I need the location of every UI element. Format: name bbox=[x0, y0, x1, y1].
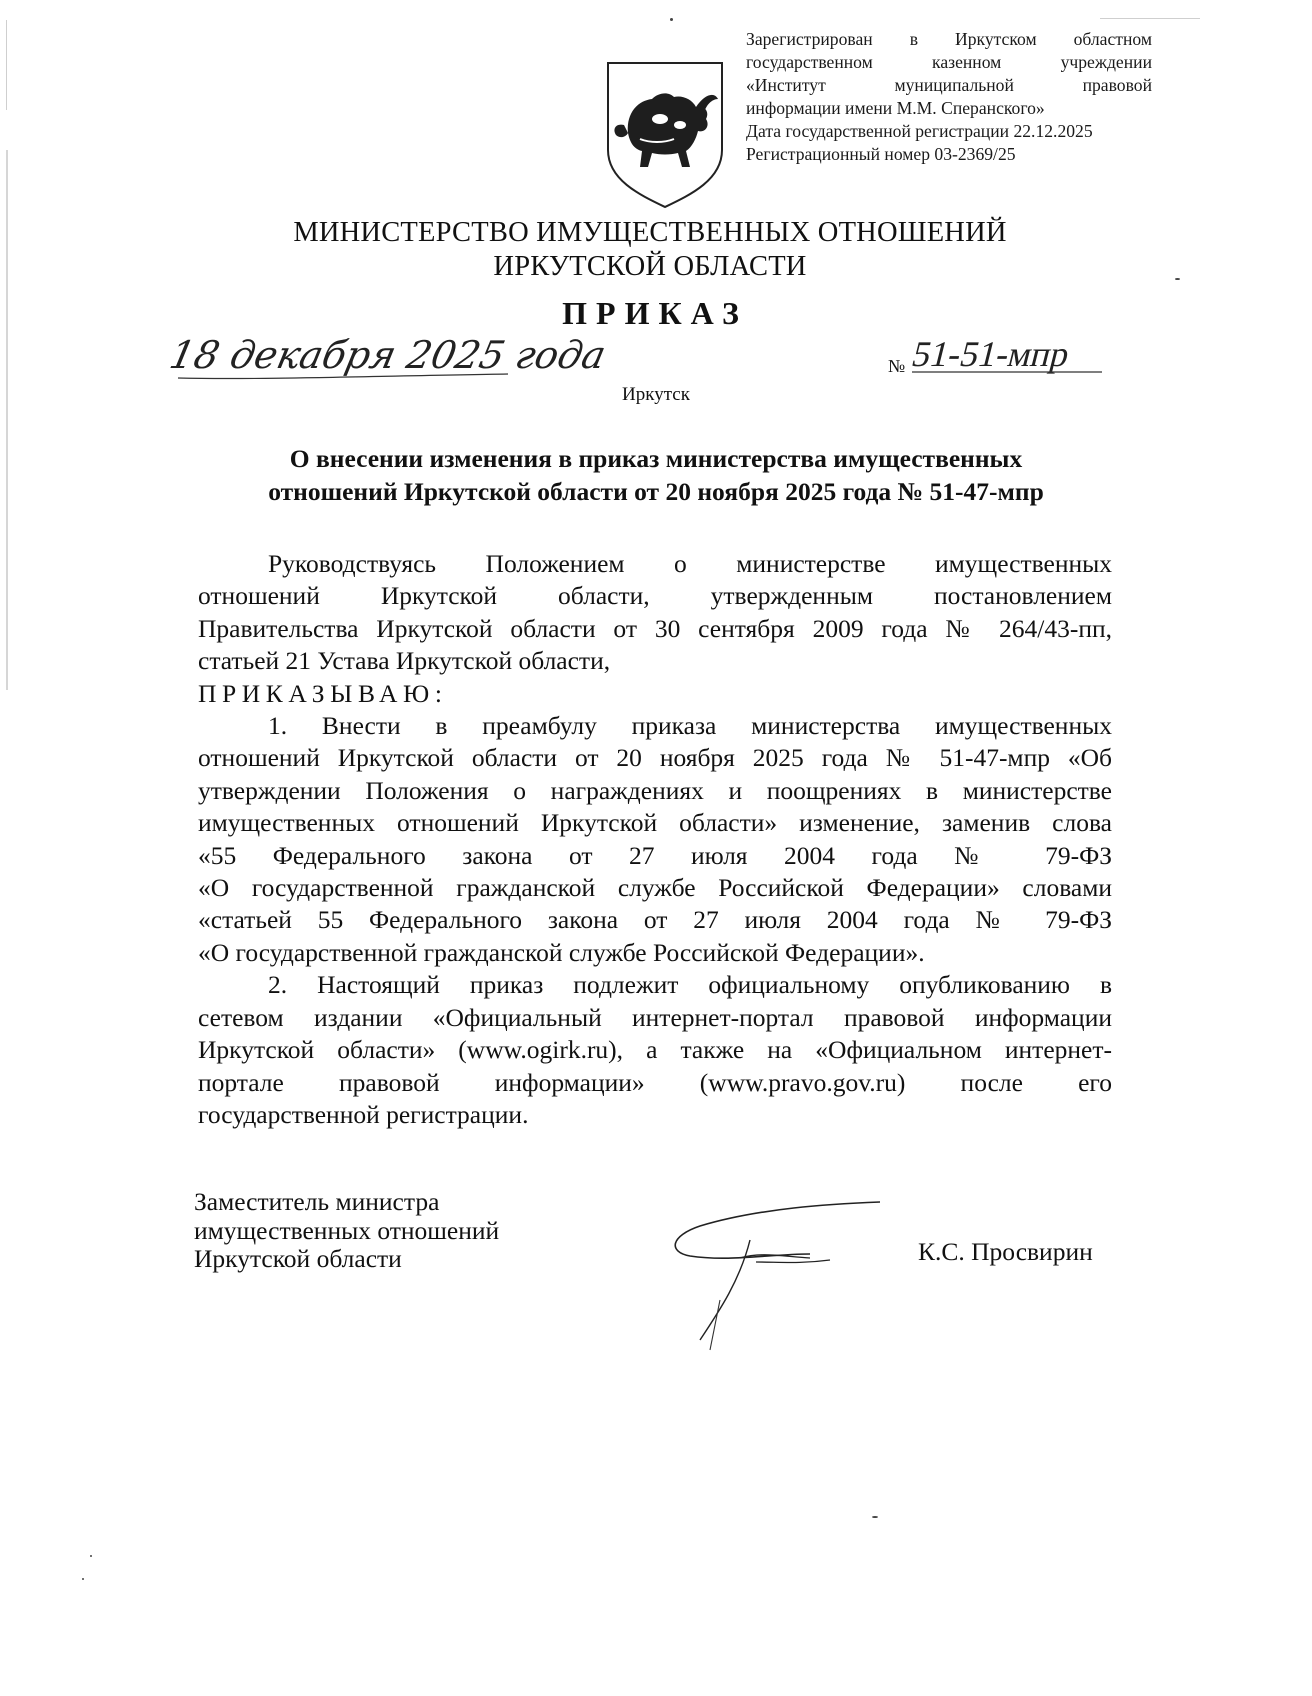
handwritten-date-text: 18 декабря 2025 года bbox=[165, 333, 610, 378]
decree-word: ПРИКАЗЫВАЮ: bbox=[198, 678, 448, 708]
body-line: «статьей 55 Федерального закона от 27 июля 2004 года № 79-ФЗ bbox=[198, 905, 1112, 935]
body-line: «О государственной гражданской службе Российской Федерации». bbox=[198, 937, 925, 967]
body-line: «55 Федерального закона от 27 июля 2004 года № 79-ФЗ bbox=[198, 840, 1112, 870]
signer-position bbox=[194, 1188, 499, 1274]
handwritten-signature-icon bbox=[660, 1190, 900, 1360]
irkutsk-coat-of-arms-icon bbox=[600, 55, 730, 210]
body-line: Иркутской области» (www.ogirk.ru), а также на «Официальном интернет- bbox=[198, 1035, 1112, 1065]
scan-edge-line bbox=[6, 20, 7, 110]
body-line: государственной регистрации. bbox=[198, 1099, 529, 1129]
signer-position-line: Иркутской области bbox=[194, 1244, 402, 1273]
scan-speck bbox=[670, 18, 673, 21]
body-line: имущественных отношений Иркутской области» изменение, заменив слова bbox=[198, 808, 1112, 838]
scan-edge-line bbox=[1100, 18, 1200, 19]
body-line: отношений Иркутской области, утвержденным постановлением bbox=[198, 581, 1112, 611]
item-1-paragraph bbox=[198, 710, 1112, 969]
body-line: портале правовой информации» (www.pravo.gov.ru) после его bbox=[198, 1067, 1112, 1097]
body-line: статьей 21 Устава Иркутской области, bbox=[198, 646, 611, 676]
signer-position-line: имущественных отношений bbox=[194, 1215, 500, 1245]
handwritten-number-text: 51-51-мпр bbox=[908, 333, 1075, 374]
scan-speck bbox=[82, 1578, 84, 1580]
subject-line: О внесении изменения в приказ министерства имущественных bbox=[289, 444, 1023, 473]
body-line: утверждении Положения о награждениях и поощрениях в министерстве bbox=[198, 775, 1112, 805]
signer-position-line: Заместитель министра bbox=[194, 1187, 440, 1216]
signer-name: К.С. Просвирин bbox=[918, 1237, 1093, 1266]
body-line: отношений Иркутской области от 20 ноября 2025 года № 51-47-мпр «Об bbox=[198, 743, 1112, 773]
order-body bbox=[198, 548, 1112, 1131]
city-label: Иркутск bbox=[622, 384, 690, 405]
item-2-paragraph bbox=[198, 969, 1112, 1131]
ministry-name-line1: МИНИСТЕРСТВО ИМУЩЕСТВЕННЫХ ОТНОШЕНИЙ bbox=[293, 217, 1007, 248]
registration-stamp bbox=[746, 28, 1152, 166]
body-line: Правительства Иркутской области от 30 сентября 2009 года № 264/43-пп, bbox=[198, 613, 1112, 643]
registration-line: государственном казенном учреждении bbox=[746, 52, 1152, 72]
order-subject bbox=[150, 442, 1162, 508]
body-line: Руководствуясь Положением о министерстве имущественных bbox=[268, 549, 1112, 578]
preamble-paragraph bbox=[198, 548, 1112, 678]
body-line: 2. Настоящий приказ подлежит официальному опубликованию в bbox=[268, 970, 1112, 1000]
scan-speck bbox=[90, 1555, 92, 1557]
document-type-title: ПРИКАЗ bbox=[562, 295, 748, 331]
body-line: «О государственной гражданской службе Российской Федерации» словами bbox=[198, 873, 1112, 903]
registration-line: Дата государственной регистрации 22.12.2025 bbox=[746, 121, 1093, 141]
registration-line: Регистрационный номер 03-2369/25 bbox=[746, 144, 1016, 164]
registration-line: «Институт муниципальной правовой bbox=[746, 75, 1152, 95]
registration-line: Зарегистрирован в Иркутском областном bbox=[746, 29, 1152, 49]
body-line: сетевом издании «Официальный интернет-портал правовой информации bbox=[198, 1002, 1112, 1032]
subject-line: отношений Иркутской области от 20 ноября 2025 года № 51-47-мпр bbox=[268, 477, 1044, 506]
ministry-name-line2: ИРКУТСКОЙ ОБЛАСТИ bbox=[493, 251, 807, 282]
number-sign: № bbox=[888, 356, 906, 376]
scan-speck bbox=[872, 1516, 878, 1518]
body-line: 1. Внести в преамбулу приказа министерства имущественных bbox=[268, 711, 1112, 741]
registration-line: информации имени М.М. Сперанского» bbox=[746, 98, 1045, 118]
